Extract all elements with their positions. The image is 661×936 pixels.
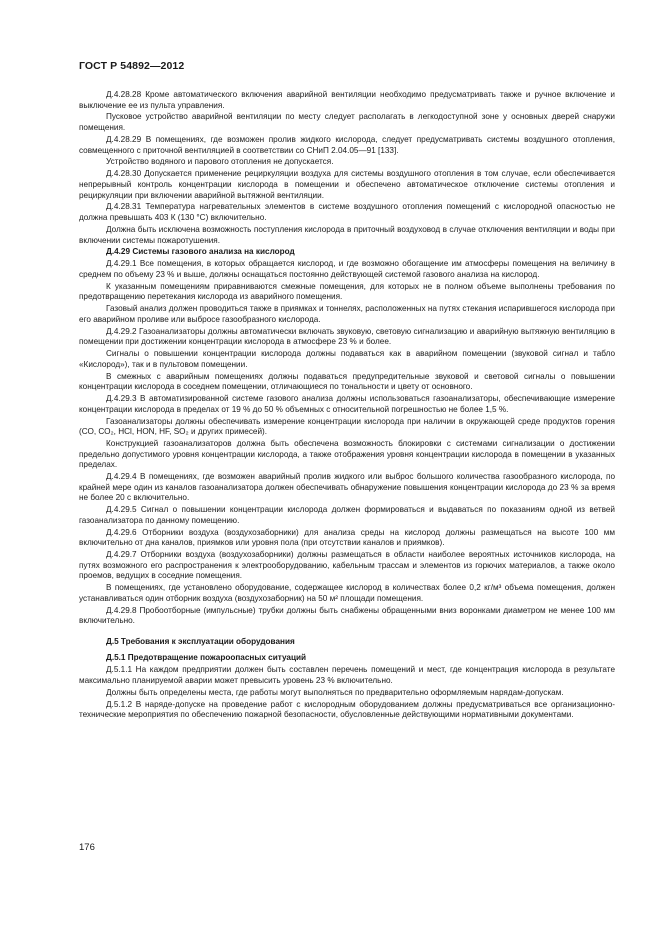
paragraph: Д.4.29.3 В автоматизированной системе газового анализа должны использоваться газоанализаторы, обеспечивающие измерение концентрации кислорода в пределах от 19 % до 50 % объемных с относительной погрешностью не более 1,5 %. [79, 394, 615, 414]
paragraph: Должна быть исключена возможность поступления кислорода в приточный воздуховод в случае отключения вентиляции и воды при включении системы пожаротушения. [79, 224, 615, 245]
paragraph: Д.4.28.28 Кроме автоматического включения аварийной вентиляции необходимо предусматривать также и ручное включение и выключение ее из пульта управления. [79, 90, 615, 110]
paragraph: Должны быть определены места, где работы могут выполняться по предварительно оформляемым нарядам-допускам. [106, 687, 564, 697]
paragraph: Газоанализаторы должны обеспечивать измерение концентрации кислорода при наличии в окружающей среде продуктов горения (СО, СО₂, HCl, HON, HF, SO₂ и других примесей). [79, 416, 615, 437]
paragraph: Д.4.29.4 В помещениях, где возможен аварийный пролив жидкого или выброс большого количества газообразного кислорода, по крайней мере один из каналов газоанализатора должен обеспечивать обнаружение повышения концентрации кислорода до 23 % за время не более 20 с включительно. [79, 472, 615, 503]
paragraph: Д.5.1.2 В наряде-допуске на проведение работ с кислородным оборудованием должны предусматриваться все организационно-технические мероприятия по обеспечению пожарной безопасности, обусловленные действующими нормативными документами. [79, 699, 615, 720]
paragraph: Д.4.29.1 Все помещения, в которых обращается кислород, и где возможно обогащение им атмосферы помещения на величину в среднем по объему 23 % и выше, должны оснащаться постоянно действующей системой газового анализа на кислород. [79, 259, 615, 279]
paragraph: В смежных с аварийным помещениях должны подаваться предупредительные звуковой и световой сигналы о повышении концентрации кислорода в соседнем помещении, отличающиеся по тональности и цвету от основного. [79, 371, 615, 392]
section-heading: Д.5.1 Предотвращение пожароопасных ситуаций [106, 652, 307, 662]
paragraph: Д.4.28.31 Температура нагревательных элементов в системе воздушного отопления помещений с кислородной опасностью не должна превышать 403 К (130 °С) включительно. [79, 202, 615, 223]
paragraph: Д.4.29.2 Газоанализаторы должны автоматически включать звуковую, световую сигнализацию и аварийную вытяжную вентиляцию в помещении при достижении концентрации кислорода в атмосфере 23 % и более. [79, 326, 615, 347]
document-body [79, 90, 615, 722]
paragraph: Д.4.28.29 В помещениях, где возможен пролив жидкого кислорода, следует предусматривать системы воздушного отопления, совмещенного с приточной вентиляцией в соответствии со СНиП 2.04.05—91 [133]. [79, 134, 615, 155]
paragraph: Устройство водяного и парового отопления не допускается. [106, 157, 334, 167]
paragraph: Д.4.29.6 Отборники воздуха (воздухозаборники) для анализа среды на кислород должны размещаться на высоте 100 мм включительно от дна каналов, приямков или уровня пола (при отсутствии каналов и приямков). [79, 527, 615, 548]
paragraph: Газовый анализ должен проводиться также в приямках и тоннелях, расположенных на путях стекания испарившегося кислорода при его аварийном проливе или выбросе газообразного кислорода. [79, 304, 615, 324]
paragraph: Пусковое устройство аварийной вентиляции по месту следует располагать в легкодоступной зоне у основных дверей снаружи помещения. [79, 112, 615, 133]
page-number: 176 [79, 842, 95, 853]
page-header-title: ГОСТ Р 54892—2012 [79, 60, 185, 72]
paragraph: Д.4.29.8 Пробоотборные (импульсные) трубки должны быть снабжены обращенными вниз воронками диаметром не менее 100 мм включительно. [79, 605, 615, 626]
paragraph: В помещениях, где установлено оборудование, содержащее кислород в количествах более 0,2 кг/м³ объема помещения, должен устанавливаться один отборник воздуха (воздухозаборник) на 50 м² площади помещения. [79, 583, 615, 603]
section-heading: Д.5 Требования к эксплуатации оборудования [106, 637, 295, 647]
paragraph: К указанным помещениям приравниваются смежные помещения, для которых не в полном объеме выполнены требования по предотвращению перетекания кислорода из аварийного помещения. [79, 281, 615, 302]
paragraph: Д.5.1.1 На каждом предприятии должен быть составлен перечень помещений и мест, где концентрация кислорода в результате максимально планируемой аварии может превысить уровень 23 % включительно. [79, 665, 615, 685]
paragraph: Д.4.29.5 Сигнал о повышении концентрации кислорода должен формироваться и выдаваться по показаниям одной из ветвей газоанализатора по данному помещению. [79, 505, 615, 525]
paragraph: Конструкцией газоанализаторов должна быть обеспечена возможность блокировки с системами сигнализации о достижении предельно допустимого уровня концентрации кислорода, а также отображения уровня концентрации кислорода в помещении в указанных пределах. [79, 439, 615, 470]
paragraph: Д.4.29.7 Отборники воздуха (воздухозаборники) должны размещаться в области наиболее вероятных источников кислорода, на путях возможного его распространения к электрооборудованию, кабельным трассам и элементов из горючих материалов, а также около проемов, ведущих в соседние помещения. [79, 550, 615, 581]
paragraph: Д.4.28.30 Допускается применение рециркуляции воздуха для системы воздушного отопления в том случае, если обеспечивается непрерывный контроль концентрации кислорода в помещении и обеспечено автоматическое отключение системы отопления и рециркуляции при включении аварийной вытяжной вентиляции. [79, 169, 615, 200]
section-heading: Д.4.29 Системы газового анализа на кислород [106, 247, 295, 257]
paragraph: Сигналы о повышении концентрации кислорода должны подаваться как в аварийном помещении (звуковой сигнал и табло «Кислород»), так и в пультовом помещении. [79, 349, 615, 369]
